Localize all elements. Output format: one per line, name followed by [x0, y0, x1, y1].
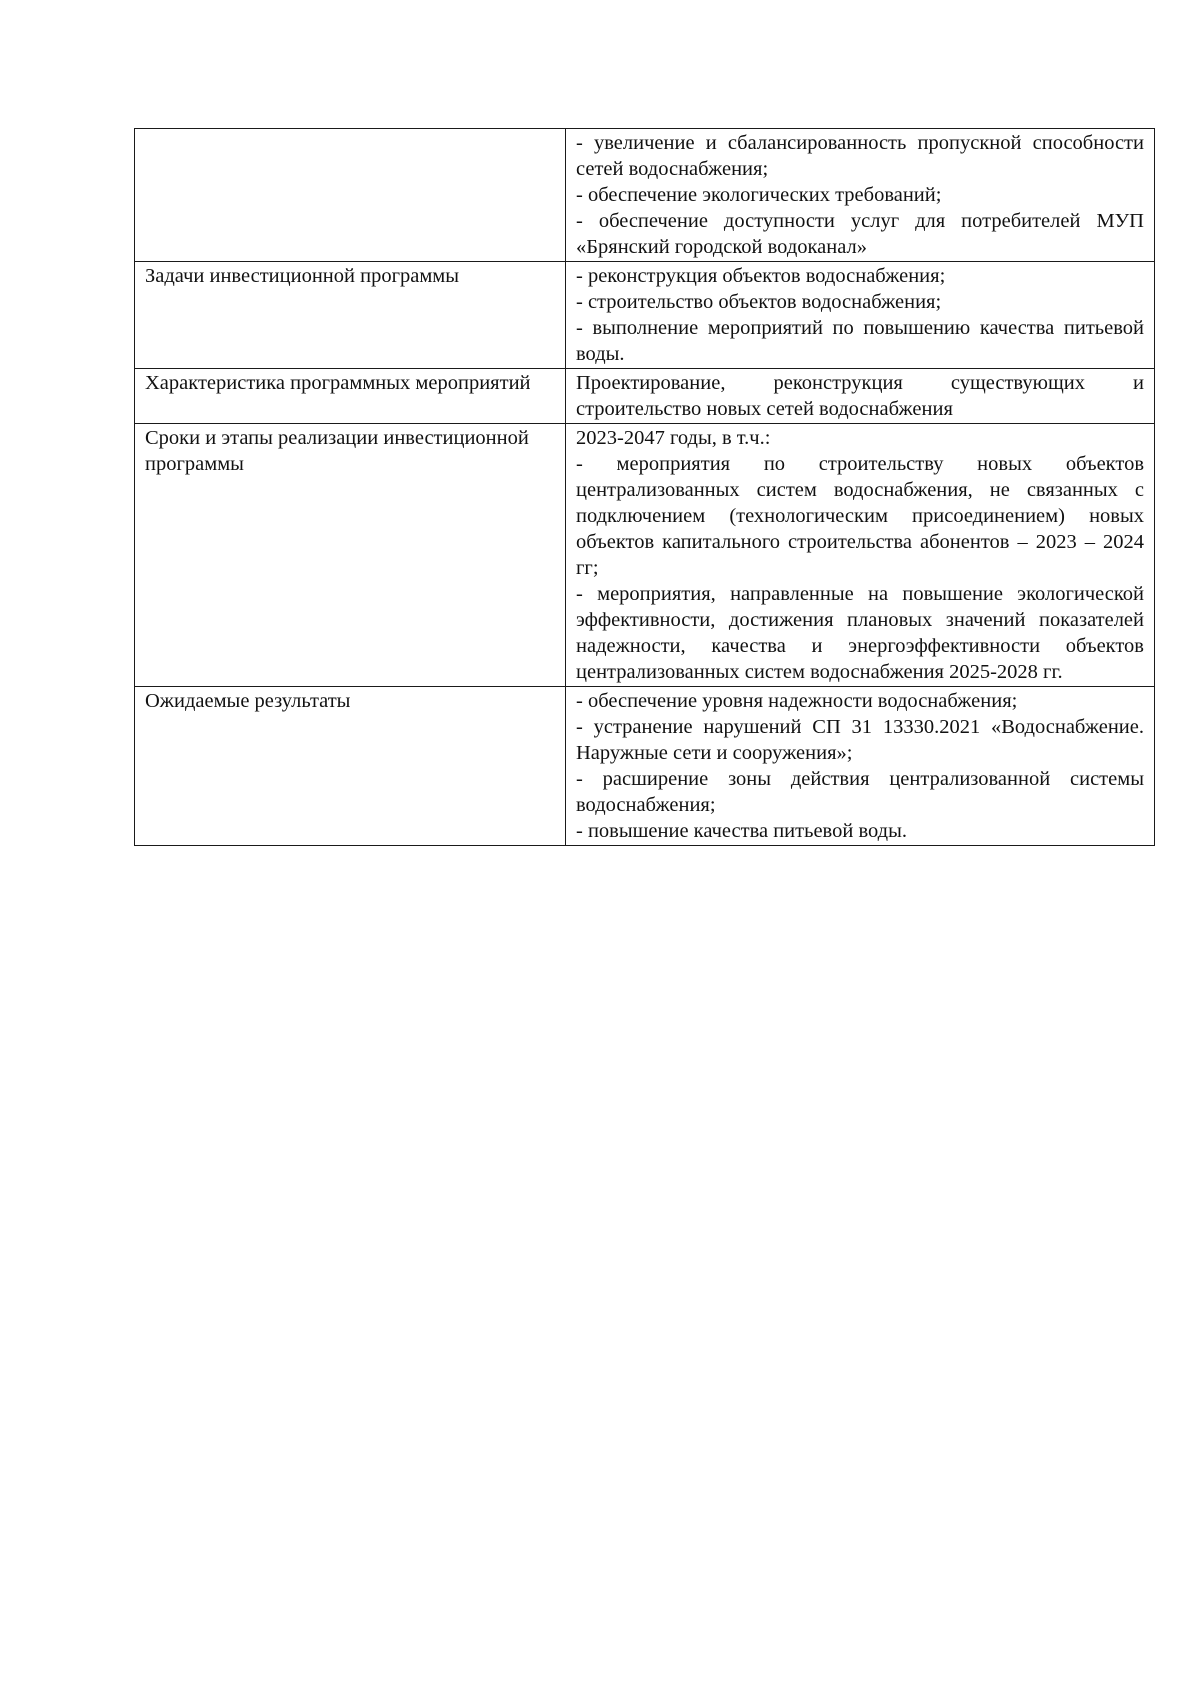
row-value-cell [566, 424, 1155, 687]
value-line: - расширение зоны действия централизованной системы водоснабжения; [576, 768, 1144, 816]
row-label-cell [135, 369, 566, 424]
value-line: - реконструкция объектов водоснабжения; [576, 265, 946, 287]
row-label-cell [135, 687, 566, 846]
row-label: Характеристика программных мероприятий [145, 372, 531, 394]
row-label-cell [135, 262, 566, 369]
row-label-cell [135, 129, 566, 262]
row-label-cell [135, 424, 566, 687]
value-line: - обеспечение экологических требований; [576, 184, 942, 206]
value-line: - устранение нарушений СП 31 13330.2021 «Водоснабжение. Наружные сети и сооружения»; [576, 716, 1144, 764]
row-label: Сроки и этапы реализации инвестиционной программы [145, 427, 529, 475]
row-value-cell [566, 687, 1155, 846]
value-line: - обеспечение доступности услуг для потребителей МУП «Брянский городской водоканал» [576, 210, 1144, 258]
value-line: - мероприятия, направленные на повышение экологической эффективности, достижения плановых значений показателей надежности, качества и энергоэффективности объектов централизованных систем водоснабжения 2025-2028 гг. [576, 583, 1144, 683]
investment-program-table [134, 128, 1155, 846]
value-line: - повышение качества питьевой воды. [576, 820, 907, 842]
table-row [135, 262, 1155, 369]
value-line: Проектирование, реконструкция существующих и строительство новых сетей водоснабжения [576, 372, 1144, 420]
value-line: - мероприятия по строительству новых объектов централизованных систем водоснабжения, не связанных с подключением (технологическим присоединением) новых объектов капитального строительства абонентов – 2023 – 2024 гг; [576, 453, 1144, 579]
value-line: - обеспечение уровня надежности водоснабжения; [576, 690, 1018, 712]
table-row [135, 424, 1155, 687]
table-row [135, 369, 1155, 424]
table-row [135, 687, 1155, 846]
table-row [135, 129, 1155, 262]
value-line: - строительство объектов водоснабжения; [576, 291, 942, 313]
row-label: Ожидаемые результаты [145, 690, 351, 712]
value-line: - выполнение мероприятий по повышению качества питьевой воды. [576, 317, 1144, 365]
row-label: Задачи инвестиционной программы [145, 265, 460, 287]
row-value-cell [566, 262, 1155, 369]
row-value-cell [566, 369, 1155, 424]
row-value-cell [566, 129, 1155, 262]
value-line: - увеличение и сбалансированность пропускной способности сетей водоснабжения; [576, 132, 1144, 180]
value-line: 2023-2047 годы, в т.ч.: [576, 427, 771, 449]
